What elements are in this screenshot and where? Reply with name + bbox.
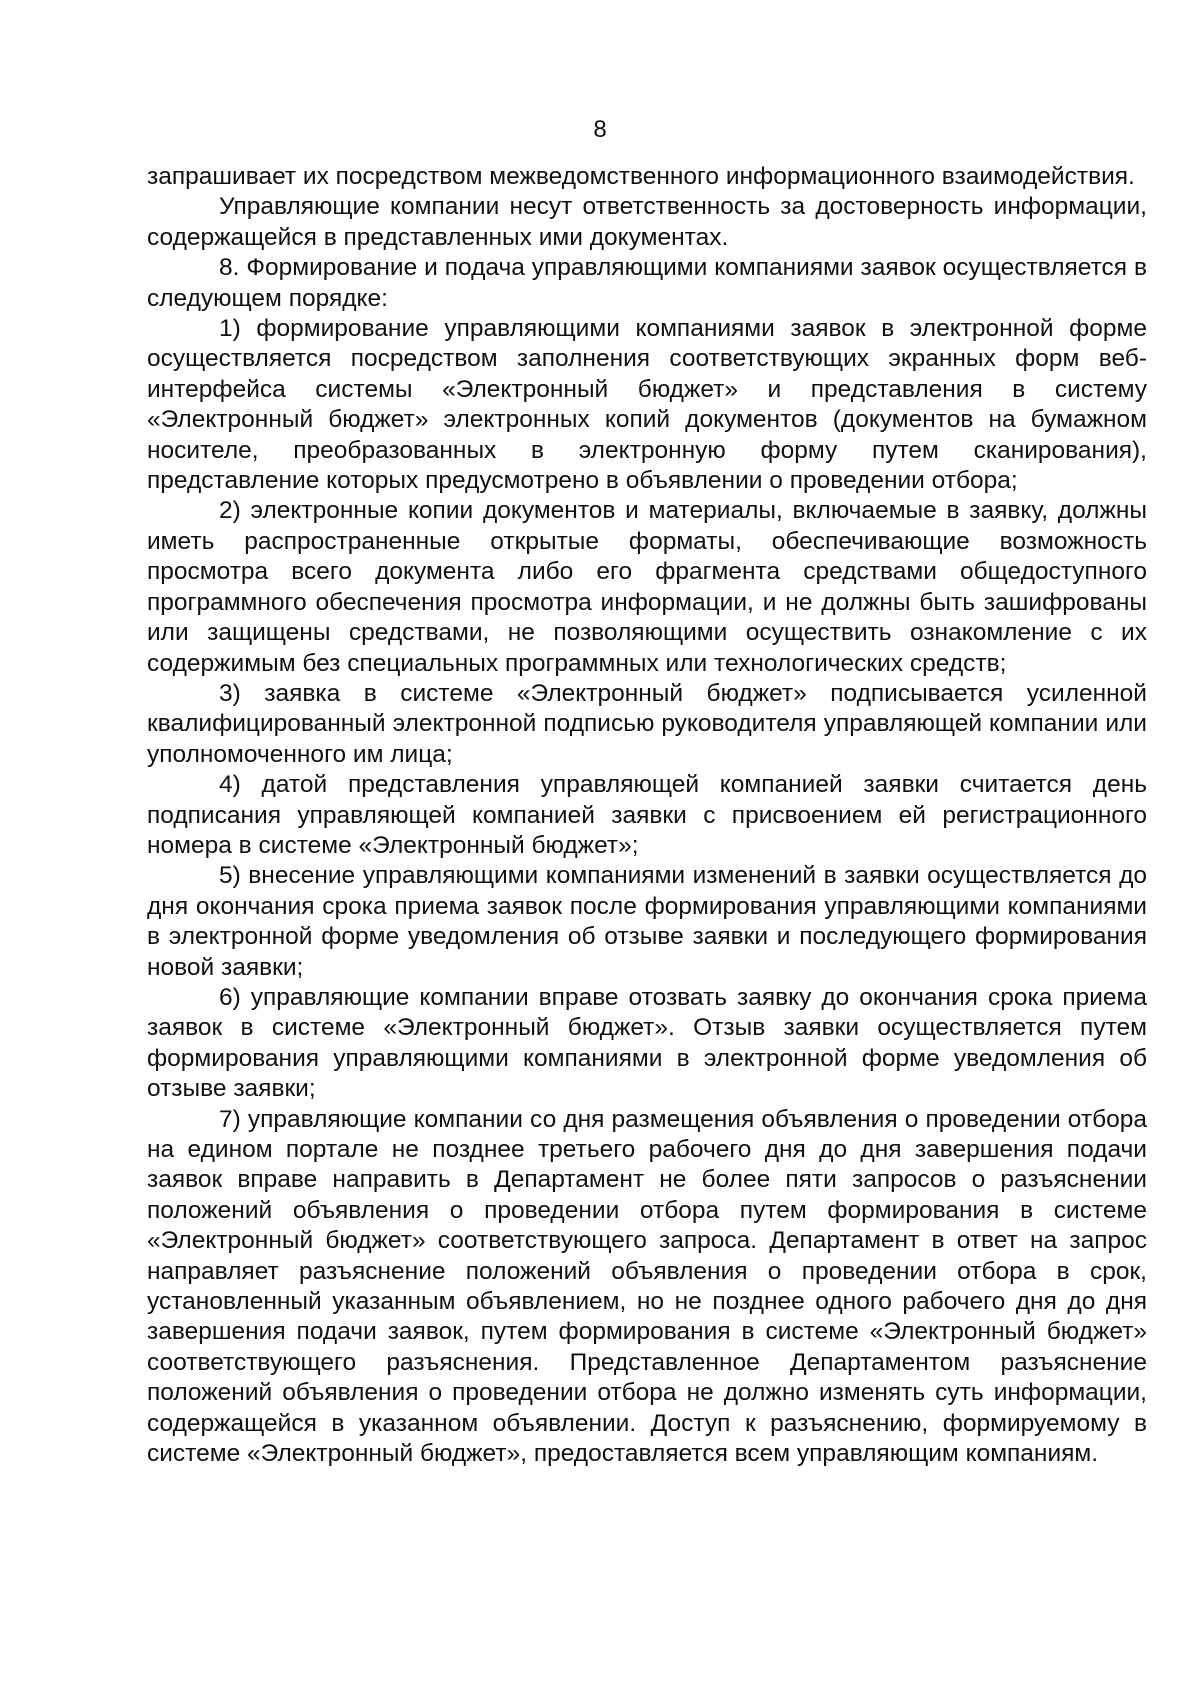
paragraph-item-8: 8. Формирование и подача управляющими компаниями заявок осуществляется в следующем порядке: — [147, 254, 1147, 312]
paragraph-subitem-2: 2) электронные копии документов и материалы, включаемые в заявку, должны иметь распространенные открытые форматы, обеспечивающие возможность просмотра всего документа либо его фрагмента средствами общедоступного программного обеспечения просмотра информации, и не должны быть зашифрованы или защищены средствами, не позволяющими осуществить ознакомление с их содержимым без специальных программных или технологических средств; — [147, 497, 1147, 677]
paragraph-subitem-3: 3) заявка в системе «Электронный бюджет» подписывается усиленной квалифицированный электронной подписью руководителя управляющей компании или уполномоченного им лица; — [147, 679, 1147, 768]
page-number: 8 — [593, 116, 607, 143]
document-body — [147, 162, 1147, 1469]
paragraph-subitem-6: 6) управляющие компании вправе отозвать заявку до окончания срока приема заявок в системе «Электронный бюджет». Отзыв заявки осуществляется путем формирования управляющими компаниями в электронной форме уведомления об отзыве заявки; — [147, 983, 1147, 1103]
paragraph-responsibility: Управляющие компании несут ответственность за достоверность информации, содержащейся в представленных ими документах. — [147, 193, 1147, 251]
paragraph-continuation: запрашивает их посредством межведомственного информационного взаимодействия. — [147, 163, 1135, 190]
paragraph-subitem-7: 7) управляющие компании со дня размещения объявления о проведении отбора на едином портале не позднее третьего рабочего дня до дня завершения подачи заявок вправе направить в Департамент не более пяти запросов о разъяснении положений объявления о проведении отбора путем формирования в системе «Электронный бюджет» соответствующего запроса. Департамент в ответ на запрос направляет разъяснение положений объявления о проведении отбора в срок, установленный указанным объявлением, но не позднее одного рабочего дня до дня завершения подачи заявок, путем формирования в системе «Электронный бюджет» соответствующего разъяснения. Представленное Департаментом разъяснение положений объявления о проведении отбора не должно изменять суть информации, содержащейся в указанном объявлении. Доступ к разъяснению, формируемому в системе «Электронный бюджет», предоставляется всем управляющим компаниям. — [147, 1105, 1147, 1468]
paragraph-subitem-5: 5) внесение управляющими компаниями изменений в заявки осуществляется до дня окончания срока приема заявок после формирования управляющими компаниями в электронной форме уведомления об отзыве заявки и последующего формирования новой заявки; — [147, 862, 1147, 981]
paragraph-subitem-1: 1) формирование управляющими компаниями заявок в электронной форме осуществляется посредством заполнения соответствующих экранных форм веб-интерфейса системы «Электронный бюджет» и представления в систему «Электронный бюджет» электронных копий документов (документов на бумажном носителе, преобразованных в электронную форму путем сканирования), представление которых предусмотрено в объявлении о проведении отбора; — [147, 315, 1147, 495]
paragraph-subitem-4: 4) датой представления управляющей компанией заявки считается день подписания управляющей компанией заявки с присвоением ей регистрационного номера в системе «Электронный бюджет»; — [147, 771, 1147, 859]
